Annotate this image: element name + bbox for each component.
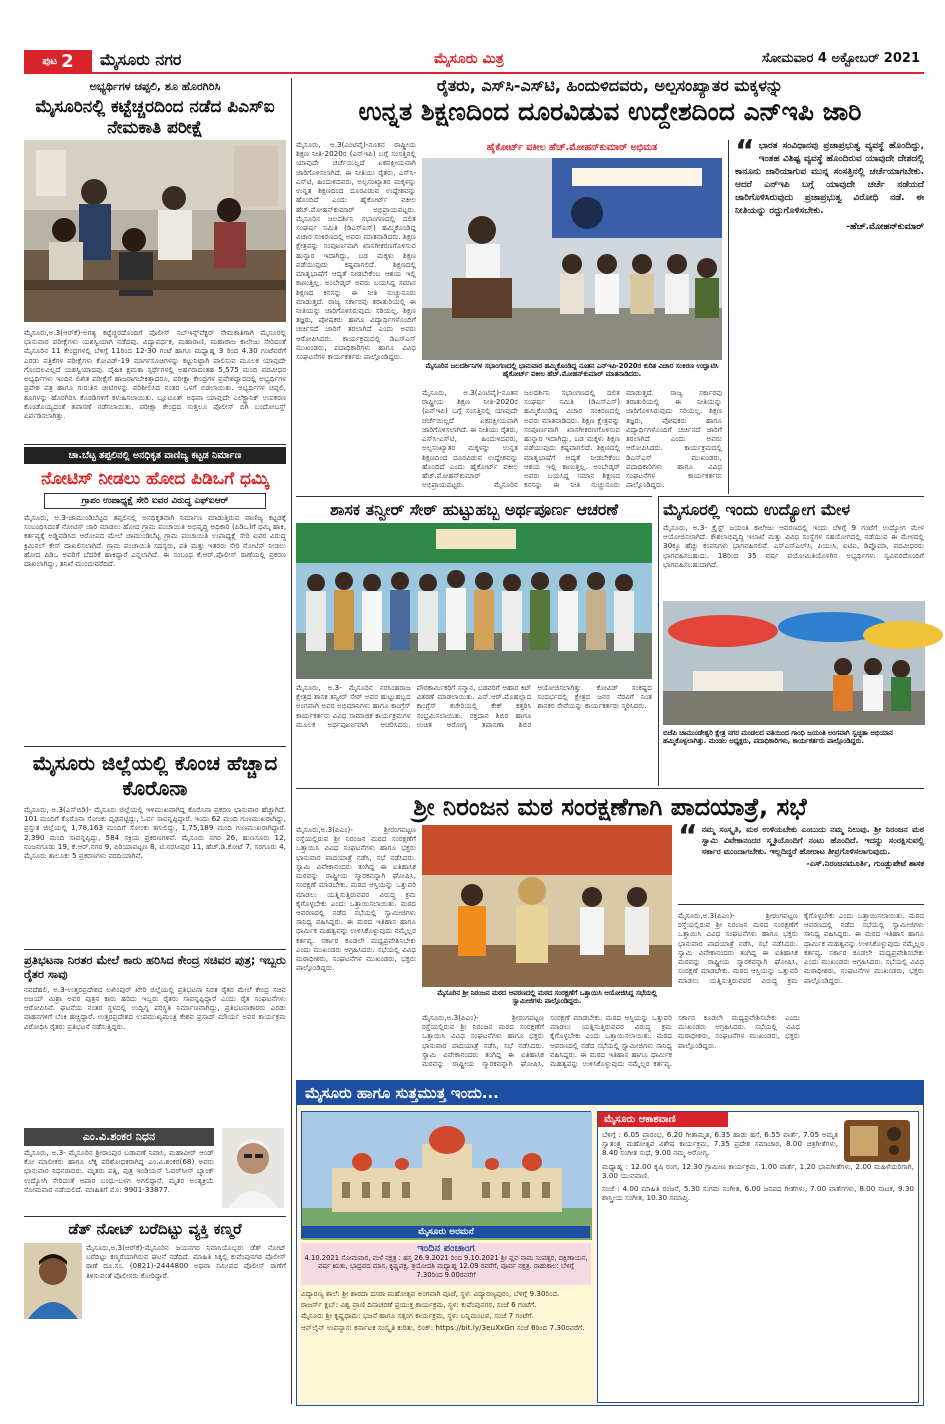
event-item: ಆನ್‌ಲೈನ್ ಉಪನ್ಯಾಸ: ಕರ್ನಾಟಕ ಸಂಸ್ಕೃತಿ ಕುರಿತು, ಲಿಂಕ್: https://bit.ly/3euXxGn ಸಂಜೆ 6ರಿಂದ 7.30ರವರೆಗೆ. xyxy=(301,1322,585,1332)
story-body: ಮೈಸೂರು,ಅ.3(ಆರ್‌ಕೆ)-ಅಗತ್ಯ ಕಟ್ಟೆಚ್ಚರದೊಂದಿಗೆ ಪೊಲೀಸ್ ಸಬ್‌ಇನ್ಸ್‌ಪೆಕ್ಟರ್ ನೇಮಕಾತಿಗಾಗಿ ಮೈಸೂರಲ್ಲಿ ಭಾನುವಾರ ಪರೀಕ್ಷೆಗಳು ಯಶಸ್ವಿಯಾಗಿ ನಡೆದವು. ವಿದ್ಯಾವರ್ಧಕ, ಮಹಾರಾಣಿ, ಮಹಾರಾಜ ಕಾಲೇಜು ಸೇರಿದಂತೆ ಮೈಸೂರಿನ 11 ಕೇಂದ್ರಗಳಲ್ಲಿ ಬೆಳಿಗ್ಗೆ 11ರಿಂದ 12-30 ಗಂಟೆ ಹಾಗೂ ಮಧ್ಯಾಹ್ನ 3 ರಿಂದ 4.30 ಗಂಟೆವರೆಗೆ ಎರಡು ಪತ್ರಿಕೆಗಳ ಪರೀಕ್ಷೆಗಳು ಕೋವಿಡ್-19 ಮಾರ್ಗಸೂಚಿಗಳನ್ನು ಕಟ್ಟುನಿಟ್ಟಾಗಿ ಪಾಲಿಸುವ ಮೂಲಕ ಯಾವುದೇ ಗೊಂದಲವಿಲ್ಲದೆ ಯಶಸ್ವಿಯಾದವು. ದೈಹಿಕ ಕ್ಷಮತಾ ಸ್ಪರ್ಧೆಗಳಲ್ಲಿ ಅರ್ಹರಾದಂತಹ 5,575 ಮಂದಿ ಪದವೀಧರ ಅಭ್ಯರ್ಥಿಗಳು ಇಂದಿನ ಲಿಖಿತ ಪರೀಕ್ಷೆಗೆ ಹಾಜರಾಗಬೇಕಿತ್ತಾದರೂ, ಪರೀಕ್ಷಾ ಕೇಂದ್ರಗಳ ಪ್ರವೇಶದ್ವಾರದಲ್ಲಿ ಅಭ್ಯರ್ಥಿಗಳ ಪ್ರವೇಶ ಪತ್ರ ಹಾಗೂ ಗುರುತಿನ ಚೀಟಿಗಳನ್ನು ಪರಿಶೀಲಿಸಿದ ನಂತರ ಒಳಗೆ ಬಿಡಲಾಯಿತು. ಅಭ್ಯರ್ಥಿಗಳ ಚಪ್ಪಲಿ, ಶೂಗಳನ್ನು ಹೊರಗಿರಿಸಿ ಕೊಠಡಿಗಳಿಗೆ ಕಳುಹಿಸಲಾಯಿತು. ಬ್ಲೂಟೂತ್ ಅಥವಾ ಯಾವುದೇ ಎಲೆಕ್ಟ್ರಾನಿಕ್ ಉಪಕರಣ ಕೊಂಡೊಯ್ಯದಂತೆ ತಪಾಸಣೆ ನಡೆಸಲಾಯಿತು. ಪರೀಕ್ಷಾ ಕೇಂದ್ರದ ಸುತ್ತಲೂ ಪೊಲೀಸ್ ಬಿಗಿ ಬಂದೋಬಸ್ತ್ ಏರ್ಪಡಿಸಲಾಗಿತ್ತು. xyxy=(24,328,286,420)
obituary-portrait xyxy=(222,1128,284,1208)
radio-icon xyxy=(842,1116,912,1164)
sub-headline: ಪ್ರತಿಭಟನಾ ನಿರತರ ಮೇಲೆ ಕಾರು ಹರಿಸಿದ ಕೇಂದ್ರ ಸಚಿವರ ಪುತ್ರ; ಇಬ್ಬರು ರೈತರ ಸಾವು xyxy=(24,949,286,982)
story-kicker: ಅಭ್ಯರ್ಥಿಗಳ ಚಪ್ಪಲಿ, ಶೂ ಹೊರಗಿರಿಸಿ xyxy=(89,80,221,93)
radio-schedule xyxy=(597,1111,919,1403)
story-headline: ಮೈಸೂರು ಜಿಲ್ಲೆಯಲ್ಲಿ ಕೊಂಚ ಹೆಚ್ಚಾದ ಕೊರೊನಾ xyxy=(32,751,278,800)
story-headline: ನೋಟಿಸ್ ನೀಡಲು ಹೋದ ಪಿಡಿಒಗೆ ಧಮ್ಕಿ xyxy=(41,469,269,489)
job-fair-story xyxy=(658,496,924,786)
story-headline: ಉನ್ನತ ಶಿಕ್ಷಣದಿಂದ ದೂರವಿಡುವ ಉದ್ದೇಶದಿಂದ ಎನ್‌ಇಪಿ ಜಾರಿ xyxy=(358,97,862,126)
obituary-title: ಎಂ.ವಿ.ಶಂಕರ ನಿಧನ xyxy=(24,1128,214,1146)
story-subhead: ಗ್ರಾಪಂ ಉಪಾಧ್ಯಕ್ಷೆ ಸೇರಿ ಐವರ ವಿರುದ್ಧ ಎಫ್‌ಐಆರ್ xyxy=(44,493,266,509)
obituary-body: ಮೈಸೂರು, ಅ.3- ಮೈಸೂರಿನ ಶ್ರೀರಾಂಪುರ ಬಡಾವಣೆ ನಿವಾಸಿ, ಮಹಾವೀರ್ ಆಂಡ್ ಕೋ ಮಾಲೀಕರು ಹಾಗೂ ಲೆಕ್ಕ ಪರಿಶೋಧಕರಾಗಿದ್ದ ಎಂ.ವಿ.ಶಂಕರ(68) ಅವರು ಭಾನುವಾರ ನಿಧನರಾದರು. ಮೃತರು ಪತ್ನಿ, ಪುತ್ರ ಇಂಡಿಯನ್ ಓವರ್‌ಸೀಸ್ ಬ್ಯಾಂಕ್ ಉದ್ಯೋಗಿ ಸೇರಿದಂತೆ ಅಪಾರ ಬಂಧು-ಬಳಗ ಅಗಲಿದ್ದಾರೆ. ಮೃತರ ಅಂತ್ಯಕ್ರಿಯೆ ಸೋಮವಾರ ನಡೆಯಲಿದೆ. ಮಾಹಿತಿಗೆ ಮೊ: 9901-33877. xyxy=(24,1148,214,1194)
story-headline: ಶ್ರೀ ನಿರಂಜನ ಮಠ ಸಂರಕ್ಷಣೆಗಾಗಿ ಪಾದಯಾತ್ರೆ, ಸಭೆ xyxy=(413,793,807,821)
math-gathering-photo xyxy=(422,825,672,987)
issue-date: ಸೋಮವಾರ 4 ಅಕ್ಟೋಬರ್ 2021 xyxy=(761,51,920,66)
story-kicker: ರೈತರು, ಎಸ್‌ಸಿ-ಎಸ್‌ಟಿ, ಹಿಂದುಳಿದವರು, ಅಲ್ಪಸಂಖ್ಯಾತರ ಮಕ್ಕಳನ್ನು xyxy=(436,76,784,95)
paper-name: ಮೈಸೂರು ಮಿತ್ರ xyxy=(434,51,504,67)
story-body-continued xyxy=(422,1013,800,1075)
story-body: ಮೈಸೂರು, ಅ.3-ಚಾಮುಂಡಿಬೆಟ್ಟದ ತಪ್ಪಲಿನಲ್ಲಿ ಅನಧಿಕೃತವಾಗಿ ನಿರ್ಮಾಣ ಮಾಡುತ್ತಿರುವ ವಾಣಿಜ್ಯ ಕಟ್ಟಡಕ್ಕೆ ಸಂಬಂಧಿಸಿದಂತೆ ನೋಟಿಸ್ ಜಾರಿ ಮಾಡಲು ಹೋದ ಗ್ರಾಮ ಪಂಚಾಯಿತಿ ಅಭಿವೃದ್ಧಿ ಅಧಿಕಾರಿ (ಪಿಡಿಒ)ಗೆ ಧಮ್ಕಿ ಹಾಕಿ, ಕರ್ತವ್ಯಕ್ಕೆ ಅಡ್ಡಿಪಡಿಸಿದ ಆರೋಪದ ಮೇಲೆ ಚಾಮುಂಡಿಬೆಟ್ಟ ಗ್ರಾಮ ಪಂಚಾಯಿತಿ ಉಪಾಧ್ಯಕ್ಷೆ ಸೇರಿ ಐವರ ವಿರುದ್ಧ ಕ್ರಿಮಿನಲ್ ಕೇಸ್ ದಾಖಲಿಸಲಾಗಿದೆ. ಗ್ರಾಮ ಪಂಚಾಯಿತಿ ಸದಸ್ಯರು, ಪತಿ ಮತ್ತು ಇತರರು ಸೇರಿ ನೋಟಿಸ್ ನೀಡಲು ಹೋದ ಪಿಡಿಒ ಅವರಿಗೆ ಬೆದರಿಕೆ ಹಾಕಿದ್ದಾರೆ ಎನ್ನಲಾಗಿದೆ. ಈ ಸಂಬಂಧ ಕೆ.ಆರ್.ಪೊಲೀಸ್ ಠಾಣೆಯಲ್ಲಿ ಪ್ರಕರಣ ದಾಖಲಾಗಿದ್ದು, ತನಿಖೆ ಮುಂದುವರೆದಿದೆ. xyxy=(24,513,286,569)
panchanga-text: 4.10.2021 ಸೋಮವಾರ, ಮಳೆ ನಕ್ಷತ್ರ : ಹಸ್ತ 26.9.2021 ರಿಂದ 9.10.2021 ಶ್ರೀ ಪ್ಲವ ನಾಮ ಸಂವತ್ಸರ, ದಕ್ಷಿಣಾಯನ, ವರ್ಷ ಋತು, ಭಾದ್ರಪದ ಮಾಸ, ಕೃಷ್ಣಪಕ್ಷ, ತ್ರಯೋದಶಿ ಮಧ್ಯಾಹ್ನ 12.09 ರವರೆಗೆ, ಪೂರ್ವ ನಕ್ಷತ್ರ. ರಾಹುಕಾಲ: ಬೆಳಿಗ್ಗೆ 7.30ರಿಂದ 9.00ರವರೆಗೆ xyxy=(304,1254,588,1279)
story-body-text: ಮೈಸೂರು,ಅ.3(ಪಿಎಂ)- ಶ್ರೀರಂಗಪಟ್ಟಣ ರಸ್ತೆಯಲ್ಲಿರುವ ಶ್ರೀ ನಿರಂಜನ ಮಠದ ಸಂರಕ್ಷಣೆಗೆ ಒತ್ತಾಯಿಸಿ ವಿವಿಧ ಸಂಘಟನೆಗಳು ಹಾಗೂ ಭಕ್ತರು ಭಾನುವಾರ ಪಾದಯಾತ್ರೆ ನಡೆಸಿ, ಸಭೆ ನಡೆಸಿದರು. ಸ್ವಾಮಿ ವಿವೇಕಾನಂದರು ತಂಗಿದ್ದ ಈ ಐತಿಹಾಸಿಕ ಮಠವನ್ನು ರಾಷ್ಟ್ರೀಯ ಸ್ಮಾರಕವನ್ನಾಗಿ ಘೋಷಿಸಿ, ಸಂರಕ್ಷಣೆ ಮಾಡಬೇಕು. ಮಠದ ಆಸ್ತಿಯನ್ನು ಒತ್ತುವರಿ ಮಾಡಲು ಯತ್ನಿಸುತ್ತಿರುವವರ ವಿರುದ್ಧ ಕ್ರಮ ಕೈಗೊಳ್ಳಬೇಕು ಎಂದು ಒತ್ತಾಯಿಸಲಾಯಿತು. ಮಠದ ಆವರಣದಲ್ಲಿ ನಡೆದ ಸಭೆಯಲ್ಲಿ ಸ್ವಾಮೀಜಿಗಳು ಸಾನಿಧ್ಯ ವಹಿಸಿದ್ದರು. ಈ ಮಠದ ಇತಿಹಾಸ ಹಾಗೂ ಧಾರ್ಮಿಕ ಮಹತ್ವವನ್ನು ಉಳಿಸಿಕೊಳ್ಳುವುದು ನಮ್ಮೆಲ್ಲರ ಕರ್ತವ್ಯ. ಸರ್ಕಾರ ಕೂಡಲೇ ಮಧ್ಯಪ್ರವೇಶಿಸಬೇಕು ಎಂದು ಮುಖಂಡರು ಆಗ್ರಹಿಸಿದರು. ಸಭೆಯಲ್ಲಿ ವಿವಿಧ ಮಠಾಧೀಶರು, ಸಂಘಟನೆಗಳ ಮುಖಂಡರು, ಭಕ್ತರು ಪಾಲ್ಗೊಂಡಿದ್ದರು. xyxy=(422,1013,800,1069)
radio-title: ಮೈಸೂರು ಆಕಾಶವಾಣಿ xyxy=(598,1112,728,1127)
nep-story xyxy=(296,76,924,494)
story-body: ಮೈಸೂರು,ಅ.3(ಆರ್‌ಕೆ)-ಮೈಸೂರಿನ ಜಯನಗರ ನಿವಾಸಿಯೊಬ್ಬರು ಡೆತ್ ನೋಟ್ ಬರೆದಿಟ್ಟು ಕಣ್ಮರೆಯಾಗಿರುವ ಘಟನೆ ನಡೆದಿದೆ. ಮಾಹಿತಿ ಸಿಕ್ಕಲ್ಲಿ ಕುವೆಂಪುನಗರ ಪೊಲೀಸ್ ಠಾಣೆ ದೂ.ಸಂ. (0821)-2444800 ಅಥವಾ ಸಮೀಪದ ಪೊಲೀಸ್ ಠಾಣೆಗೆ ತಿಳಿಸುವಂತೆ ಪೊಲೀಸರು ಕೋರಿದ್ದಾರೆ. xyxy=(86,1243,286,1280)
missing-person-photo xyxy=(24,1243,82,1319)
psi-exam-story xyxy=(24,78,286,443)
quote-mark-icon: “ xyxy=(735,134,755,169)
page-number: 2 xyxy=(61,50,74,72)
event-item: ವಿದ್ಯಾರಣ್ಯ ಶಾಲೆ: ಶ್ರೀ ಶಾರದಾ ದಸರಾ ಮಹೋತ್ಸವ ಅಂಗವಾಗಿ ಪೂಜೆ, ಸ್ಥಳ: ವಿದ್ಯಾರಣ್ಯಪುರಂ, ಬೆಳಿಗ್ಗೆ 9.30ರಿಂದ. xyxy=(301,1289,560,1298)
tanveer-birthday-story xyxy=(296,496,652,786)
masthead xyxy=(24,48,924,74)
story-body: ಮೈಸೂರು, ಅ.3- ಕ್ರೈಸ್ಟ್ ಜಯಂತಿ ಕಾಲೇಜು ಆವರಣದಲ್ಲಿ ಇಂದು ಬೆಳಿಗ್ಗೆ 9 ಗಂಟೆಗೆ ಉದ್ಯೋಗ ಮೇಳ ಆಯೋಜಿಸಲಾಗಿದೆ. ಕೌಶಲಾಭಿವೃದ್ಧಿ ಇಲಾಖೆ ಮತ್ತು ವಿವಿಧ ಸಂಸ್ಥೆಗಳ ಸಹಯೋಗದಲ್ಲಿ ನಡೆಯುವ ಈ ಮೇಳದಲ್ಲಿ 30ಕ್ಕೂ ಹೆಚ್ಚು ಕಂಪನಿಗಳು ಭಾಗವಹಿಸಲಿವೆ. ಎಸ್‌ಎಸ್‌ಎಲ್‌ಸಿ, ಪಿಯುಸಿ, ಐಟಿಐ, ಡಿಪ್ಲೊಮಾ, ಪದವೀಧರರು ಭಾಗವಹಿಸಬಹುದು. 18ರಿಂದ 35 ವರ್ಷ ವಯೋಮಿತಿಯೊಳಗಿನ ಅಭ್ಯರ್ಥಿಗಳು ಸ್ವವಿವರದೊಂದಿಗೆ ಭಾಗವಹಿಸಬಹುದಾಗಿದೆ. xyxy=(663,523,924,569)
mysore-palace-photo xyxy=(301,1111,591,1239)
sub-body: ನವದೆಹಲಿ, ಅ.3-ಉತ್ತರಪ್ರದೇಶದ ಲಖಿಂಪುರ್ ಖೇರಿ ಜಿಲ್ಲೆಯಲ್ಲಿ ಪ್ರತಿಭಟನಾ ನಿರತ ರೈತರ ಮೇಲೆ ಕೇಂದ್ರ ಸಚಿವ ಅಜಯ್ ಮಿಶ್ರಾ ಅವರ ಪುತ್ರನ ಕಾರು ಹರಿದು ಇಬ್ಬರು ರೈತರು ಸಾವನ್ನಪ್ಪಿದ್ದಾರೆ ಎಂದು ರೈತ ಸಂಘಟನೆಗಳು ಆರೋಪಿಸಿವೆ. ಘಟನೆಯ ನಂತರ ಸ್ಥಳದಲ್ಲಿ ಉದ್ವಿಗ್ನ ಪರಿಸ್ಥಿತಿ ನಿರ್ಮಾಣವಾಗಿದ್ದು, ಪ್ರತಿಭಟನಾಕಾರರು ಎರಡು ವಾಹನಗಳಿಗೆ ಬೆಂಕಿ ಹಚ್ಚಿದ್ದಾರೆ. ಉತ್ತರಪ್ರದೇಶದ ಉಪಮುಖ್ಯಮಂತ್ರಿ ಕೇಶವ ಪ್ರಸಾದ್ ಮೌರ್ಯ ಅವರ ಕಾರ್ಯಕ್ರಮ ವಿರೋಧಿಸಿ ರೈತರು ಪ್ರತಿಭಟನೆ ನಡೆಸುತ್ತಿದ್ದರು. xyxy=(24,984,286,1031)
event-list xyxy=(301,1289,591,1403)
story-body: ಮೈಸೂರು, ಅ.3(ಎಂಟಿವೈ)-ನೂತನ ರಾಷ್ಟ್ರೀಯ ಶಿಕ್ಷಣ ನೀತಿ-2020ರ (ಎನ್‌ಇಪಿ) ಬಗ್ಗೆ ಸಂಸತ್ತಿನಲ್ಲಿ ಯಾವುದೇ ಚರ್ಚೆಯಿಲ್ಲದೆ ಏಕಪಕ್ಷೀಯವಾಗಿ ಜಾರಿಗೊಳಿಸಲಾಗಿದೆ. ಈ ನೀತಿಯು ರೈತರು, ಎಸ್‌ಸಿ-ಎಸ್‌ಟಿ, ಹಿಂದುಳಿದವರು, ಅಲ್ಪಸಂಖ್ಯಾತರ ಮಕ್ಕಳನ್ನು ಉನ್ನತ ಶಿಕ್ಷಣದಿಂದ ದೂರವಿಡುವ ಉದ್ದೇಶವನ್ನು ಹೊಂದಿದೆ ಎಂದು ಹೈಕೋರ್ಟ್ ವಕೀಲ ಹೆಚ್.ಮೋಹನ್‌ಕುಮಾರ್ ಅಭಿಪ್ರಾಯಪಟ್ಟರು. ಮೈಸೂರಿನ ಜಲದರ್ಶಿನಿ ಸಭಾಂಗಣದಲ್ಲಿ ದಲಿತ ಸಂಘರ್ಷ ಸಮಿತಿ (ಡಿಎಸ್‌ಎಸ್) ಹಮ್ಮಿಕೊಂಡಿದ್ದ ವಿಚಾರ ಸಂಕಿರಣದಲ್ಲಿ ಅವರು ಮಾತನಾಡಿದರು. ಶಿಕ್ಷಣ ಕ್ಷೇತ್ರವನ್ನು ಸಂಪೂರ್ಣವಾಗಿ ಖಾಸಗೀಕರಣಗೊಳಿಸುವ ಹುನ್ನಾರ ಇದಾಗಿದ್ದು, ಬಡ ಮಕ್ಕಳು ಶಿಕ್ಷಣ ಪಡೆಯುವುದು ಕಷ್ಟವಾಗಲಿದೆ. ಶಿಕ್ಷಣದಲ್ಲಿ ಮಾತೃಭಾಷೆಗೆ ಆದ್ಯತೆ ನೀಡಬೇಕೆಂಬ ಆಶಯ ಇಲ್ಲಿ ಕಾಣುತ್ತಿಲ್ಲ. ಅಂಬೇಡ್ಕರ್ ಅವರು ಬಯಸಿದ್ದ ಸಮಾನ ಶಿಕ್ಷಣದ ಕನಸನ್ನು ಈ ನೀತಿ ನುಚ್ಚುನೂರು ಮಾಡುತ್ತದೆ. ರಾಜ್ಯ ಸರ್ಕಾರವು ತರಾತುರಿಯಲ್ಲಿ ಈ ನೀತಿಯನ್ನು ಜಾರಿಗೊಳಿಸಿರುವುದು ಸರಿಯಲ್ಲ. ಶಿಕ್ಷಣ ತಜ್ಞರು, ಪೋಷಕರು ಹಾಗೂ ವಿದ್ಯಾರ್ಥಿಗಳೊಂದಿಗೆ ಚರ್ಚಿಸದೆ ಜಾರಿಗೆ ತರಲಾಗಿದೆ ಎಂದು ಅವರು ಆರೋಪಿಸಿದರು. ಕಾರ್ಯಕ್ರಮದಲ್ಲಿ ಡಿಎಸ್‌ಎಸ್ ಮುಖಂಡರು, ಪದಾಧಿಕಾರಿಗಳು ಹಾಗೂ ವಿವಿಧ ಸಂಘಟನೆಗಳ ಕಾರ್ಯಕರ್ತರು ಪಾಲ್ಗೊಂಡಿದ್ದರು. xyxy=(296,140,416,362)
story-kicker: ಚಾ.ಬೆಟ್ಟ ತಪ್ಪಲಿನಲ್ಲಿ ಅನಧಿಕೃತ ವಾಣಿಜ್ಯ ಕಟ್ಟಡ ನಿರ್ಮಾಣ xyxy=(24,447,286,464)
radio-slot: ಬೆಳಿಗ್ಗೆ : 6.05 ಪ್ರಾರಂಭ, 6.20 ಗೀತಾಮೃತ, 6.35 ಹಾಡು ಹಸೆ, 6.55 ವಾರ್ತೆ, 7.05 ಅಮೃತ ಸ್ವಾತಂತ್ರ್ಯ ಮಹೋತ್ಸವ ವಿಶೇಷ ಕಾರ್ಯಕ್ರಮ, 7.35 ಪ್ರದೇಶ ಸಮಾಚಾರ, 8.00 ಚಿತ್ರಗೀತೆಗಳು, 8.40 ಸಂಗೀತ ಸುಧೆ, 9.00 ನಮ್ಮ ಆರೋಗ್ಯ. xyxy=(602,1130,838,1158)
photo-caption: ಮೈಸೂರಿನ ಜಲದರ್ಶಿನಿಗಳ ಸಭಾಂಗಣದಲ್ಲಿ ಭಾನುವಾರ ಹಮ್ಮಿಕೊಂಡಿದ್ದ ನೂತನ ಎನ್‌ಇಪಿ-2020ರ ಕುರಿತ ವಿಚಾರ ಸಂಕಿರಣ ಉದ್ಘಾಟಿಸಿ ಹೈಕೋರ್ಟ್ ವಕೀಲ ಹೆಚ್.ಮೋಹನ್‌ಕುಮಾರ್ ಮಾತನಾಡಿದರು. xyxy=(425,362,719,379)
panchanga-title: ಇಂದಿನ ಪಂಚಾಂಗ xyxy=(417,1243,475,1254)
column-divider xyxy=(291,78,292,1404)
photo-caption: ಮೈಸೂರಿನ ಶ್ರೀ ನಿರಂಜನ ಮಠದ ಆವರಣದಲ್ಲಿ ಮಠದ ಸಂರಕ್ಷಣೆಗೆ ಒತ್ತಾಯಿಸಿ ಆಯೋಜಿಸಿದ್ದ ಸಭೆಯಲ್ಲಿ ಸ್ವಾಮೀಜಿಗಳು ಪಾಲ್ಗೊಂಡಿದ್ದರು. xyxy=(437,989,657,1006)
radio-slot: ಸಂಜೆ : 4.00 ಮಾಹಿತಿ ರಂಜನೆ, 5.30 ಸುಗಮ ಸಂಗೀತ, 6.00 ಜನಪದ ಗೀತೆಗಳು, 7.00 ವಾರ್ತೆಗಳು, 8.00 ನಾಟಕ, 9.30 ಶಾಸ್ತ್ರೀಯ ಸಂಗೀತ, 10.30 ಸಮಾಪ್ತಿ. xyxy=(602,1184,914,1203)
story-body: ಮೈಸೂರು,ಅ.3(ಪಿಎಂ)- ಶ್ರೀರಂಗಪಟ್ಟಣ ರಸ್ತೆಯಲ್ಲಿರುವ ಶ್ರೀ ನಿರಂಜನ ಮಠದ ಸಂರಕ್ಷಣೆಗೆ ಒತ್ತಾಯಿಸಿ ವಿವಿಧ ಸಂಘಟನೆಗಳು ಹಾಗೂ ಭಕ್ತರು ಭಾನುವಾರ ಪಾದಯಾತ್ರೆ ನಡೆಸಿ, ಸಭೆ ನಡೆಸಿದರು. ಸ್ವಾಮಿ ವಿವೇಕಾನಂದರು ತಂಗಿದ್ದ ಈ ಐತಿಹಾಸಿಕ ಮಠವನ್ನು ರಾಷ್ಟ್ರೀಯ ಸ್ಮಾರಕವನ್ನಾಗಿ ಘೋಷಿಸಿ, ಸಂರಕ್ಷಣೆ ಮಾಡಬೇಕು. ಮಠದ ಆಸ್ತಿಯನ್ನು ಒತ್ತುವರಿ ಮಾಡಲು ಯತ್ನಿಸುತ್ತಿರುವವರ ವಿರುದ್ಧ ಕ್ರಮ ಕೈಗೊಳ್ಳಬೇಕು ಎಂದು ಒತ್ತಾಯಿಸಲಾಯಿತು. ಮಠದ ಆವರಣದಲ್ಲಿ ನಡೆದ ಸಭೆಯಲ್ಲಿ ಸ್ವಾಮೀಜಿಗಳು ಸಾನಿಧ್ಯ ವಹಿಸಿದ್ದರು. ಈ ಮಠದ ಇತಿಹಾಸ ಹಾಗೂ ಧಾರ್ಮಿಕ ಮಹತ್ವವನ್ನು ಉಳಿಸಿಕೊಳ್ಳುವುದು ನಮ್ಮೆಲ್ಲರ ಕರ್ತವ್ಯ. ಸರ್ಕಾರ ಕೂಡಲೇ ಮಧ್ಯಪ್ರವೇಶಿಸಬೇಕು ಎಂದು ಮುಖಂಡರು ಆಗ್ರಹಿಸಿದರು. ಸಭೆಯಲ್ಲಿ ವಿವಿಧ ಮಠಾಧೀಶರು, ಸಂಘಟನೆಗಳ ಮುಖಂಡರು, ಭಕ್ತರು ಪಾಲ್ಗೊಂಡಿದ್ದರು. xyxy=(296,825,416,973)
birthday-event-photo xyxy=(296,523,652,679)
quote-author: -ಹೆಚ್.ಮೋಹನ್‌ಕುಮಾರ್ xyxy=(846,222,924,233)
missing-person-story xyxy=(24,1216,286,1406)
corona-story xyxy=(24,746,286,1076)
events-box xyxy=(296,1080,924,1406)
pull-quote xyxy=(678,819,924,905)
story-body-continued xyxy=(422,388,722,492)
story-subhead: ಹೈಕೋರ್ಟ್ ವಕೀಲ ಹೆಚ್.ಮೋಹನ್‌ಕುಮಾರ್ ಅಭಿಮತ xyxy=(486,142,658,153)
event-item: ಮೈಸೂರು ಶ್ರೀ ಕೃಷ್ಣಧಾಮ: ಭಜನೆ ಹಾಗೂ ಸತ್ಸಂಗ ಕಾರ್ಯಕ್ರಮ, ಸ್ಥಳ: ಬನ್ನಿಮಂಟಪ, ಸಂಜೆ 7 ಗಂಟೆಗೆ. xyxy=(301,1311,535,1321)
story-body-text: ಮೈಸೂರು, ಅ.3(ಎಂಟಿವೈ)-ನೂತನ ರಾಷ್ಟ್ರೀಯ ಶಿಕ್ಷಣ ನೀತಿ-2020ರ (ಎನ್‌ಇಪಿ) ಬಗ್ಗೆ ಸಂಸತ್ತಿನಲ್ಲಿ ಯಾವುದೇ ಚರ್ಚೆಯಿಲ್ಲದೆ ಏಕಪಕ್ಷೀಯವಾಗಿ ಜಾರಿಗೊಳಿಸಲಾಗಿದೆ. ಈ ನೀತಿಯು ರೈತರು, ಎಸ್‌ಸಿ-ಎಸ್‌ಟಿ, ಹಿಂದುಳಿದವರು, ಅಲ್ಪಸಂಖ್ಯಾತರ ಮಕ್ಕಳನ್ನು ಉನ್ನತ ಶಿಕ್ಷಣದಿಂದ ದೂರವಿಡುವ ಉದ್ದೇಶವನ್ನು ಹೊಂದಿದೆ ಎಂದು ಹೈಕೋರ್ಟ್ ವಕೀಲ ಹೆಚ್.ಮೋಹನ್‌ಕುಮಾರ್ ಅಭಿಪ್ರಾಯಪಟ್ಟರು. ಮೈಸೂರಿನ ಜಲದರ್ಶಿನಿ ಸಭಾಂಗಣದಲ್ಲಿ ದಲಿತ ಸಂಘರ್ಷ ಸಮಿತಿ (ಡಿಎಸ್‌ಎಸ್) ಹಮ್ಮಿಕೊಂಡಿದ್ದ ವಿಚಾರ ಸಂಕಿರಣದಲ್ಲಿ ಅವರು ಮಾತನಾಡಿದರು. ಶಿಕ್ಷಣ ಕ್ಷೇತ್ರವನ್ನು ಸಂಪೂರ್ಣವಾಗಿ ಖಾಸಗೀಕರಣಗೊಳಿಸುವ ಹುನ್ನಾರ ಇದಾಗಿದ್ದು, ಬಡ ಮಕ್ಕಳು ಶಿಕ್ಷಣ ಪಡೆಯುವುದು ಕಷ್ಟವಾಗಲಿದೆ. ಶಿಕ್ಷಣದಲ್ಲಿ ಮಾತೃಭಾಷೆಗೆ ಆದ್ಯತೆ ನೀಡಬೇಕೆಂಬ ಆಶಯ ಇಲ್ಲಿ ಕಾಣುತ್ತಿಲ್ಲ. ಅಂಬೇಡ್ಕರ್ ಅವರು ಬಯಸಿದ್ದ ಸಮಾನ ಶಿಕ್ಷಣದ ಕನಸನ್ನು ಈ ನೀತಿ ನುಚ್ಚುನೂರು ಮಾಡುತ್ತದೆ. ರಾಜ್ಯ ಸರ್ಕಾರವು ತರಾತುರಿಯಲ್ಲಿ ಈ ನೀತಿಯನ್ನು ಜಾರಿಗೊಳಿಸಿರುವುದು ಸರಿಯಲ್ಲ. ಶಿಕ್ಷಣ ತಜ್ಞರು, ಪೋಷಕರು ಹಾಗೂ ವಿದ್ಯಾರ್ಥಿಗಳೊಂದಿಗೆ ಚರ್ಚಿಸದೆ ಜಾರಿಗೆ ತರಲಾಗಿದೆ ಎಂದು ಅವರು ಆರೋಪಿಸಿದರು. ಕಾರ್ಯಕ್ರಮದಲ್ಲಿ ಡಿಎಸ್‌ಎಸ್ ಮುಖಂಡರು, ಪದಾಧಿಕಾರಿಗಳು ಹಾಗೂ ವಿವಿಧ ಸಂಘಟನೆಗಳ ಕಾರ್ಯಕರ್ತರು ಪಾಲ್ಗೊಂಡಿದ್ದರು. xyxy=(422,388,722,490)
story-body: ಮೈಸೂರು, ಅ.3- ಮೈಸೂರಿನ ನರಸಿಂಹರಾಜ ಕ್ಷೇತ್ರದ ಶಾಸಕ ತನ್ವೀರ್ ಸೇಠ್ ಅವರ ಹುಟ್ಟುಹಬ್ಬದ ಅಂಗವಾಗಿ ಅವರ ಅಭಿಮಾನಿಗಳು ಹಾಗೂ ಕಾಂಗ್ರೆಸ್ ಕಾರ್ಯಕರ್ತರು ವಿವಿಧ ಸಾಮಾಜಿಕ ಕಾರ್ಯಕ್ರಮಗಳ ಮೂಲಕ ಅರ್ಥಪೂರ್ಣವಾಗಿ ಆಚರಿಸಿದರು. ಪೌರಕಾರ್ಮಿಕರಿಗೆ ಸನ್ಮಾನ, ಬಡವರಿಗೆ ಆಹಾರ ಕಿಟ್ ವಿತರಣೆ ಮಾಡಲಾಯಿತು. ಎನ್.ಆರ್.ಮೊಹಲ್ಲಾದ ಕಾಂಗ್ರೆಸ್ ಕಚೇರಿಯಲ್ಲಿ ಕೇಕ್ ಕತ್ತರಿಸಿ ಸಂಭ್ರಮಿಸಲಾಯಿತು. ರಕ್ತದಾನ ಶಿಬಿರ ಹಾಗೂ ಉಚಿತ ಆರೋಗ್ಯ ತಪಾಸಣಾ ಶಿಬಿರ ಆಯೋಜಿಸಲಾಗಿತ್ತು. ಕೋವಿಡ್ ಸಂಕಷ್ಟದ ಸಂದರ್ಭದಲ್ಲಿ ಕ್ಷೇತ್ರದ ಜನರ ನೆರವಿಗೆ ನಿಂತ ಶಾಸಕರ ಸೇವೆಯನ್ನು ಕಾರ್ಯಕರ್ತರು ಸ್ಮರಿಸಿದರು. xyxy=(296,683,652,729)
story-body-continued-2 xyxy=(678,911,924,1075)
story-headline: ಮೈಸೂರಲ್ಲಿ ಇಂದು ಉದ್ಯೋಗ ಮೇಳ xyxy=(663,500,851,519)
story-body-text: ಮೈಸೂರು,ಅ.3(ಪಿಎಂ)- ಶ್ರೀರಂಗಪಟ್ಟಣ ರಸ್ತೆಯಲ್ಲಿರುವ ಶ್ರೀ ನಿರಂಜನ ಮಠದ ಸಂರಕ್ಷಣೆಗೆ ಒತ್ತಾಯಿಸಿ ವಿವಿಧ ಸಂಘಟನೆಗಳು ಹಾಗೂ ಭಕ್ತರು ಭಾನುವಾರ ಪಾದಯಾತ್ರೆ ನಡೆಸಿ, ಸಭೆ ನಡೆಸಿದರು. ಸ್ವಾಮಿ ವಿವೇಕಾನಂದರು ತಂಗಿದ್ದ ಈ ಐತಿಹಾಸಿಕ ಮಠವನ್ನು ರಾಷ್ಟ್ರೀಯ ಸ್ಮಾರಕವನ್ನಾಗಿ ಘೋಷಿಸಿ, ಸಂರಕ್ಷಣೆ ಮಾಡಬೇಕು. ಮಠದ ಆಸ್ತಿಯನ್ನು ಒತ್ತುವರಿ ಮಾಡಲು ಯತ್ನಿಸುತ್ತಿರುವವರ ವಿರುದ್ಧ ಕ್ರಮ ಕೈಗೊಳ್ಳಬೇಕು ಎಂದು ಒತ್ತಾಯಿಸಲಾಯಿತು. ಮಠದ ಆವರಣದಲ್ಲಿ ನಡೆದ ಸಭೆಯಲ್ಲಿ ಸ್ವಾಮೀಜಿಗಳು ಸಾನಿಧ್ಯ ವಹಿಸಿದ್ದರು. ಈ ಮಠದ ಇತಿಹಾಸ ಹಾಗೂ ಧಾರ್ಮಿಕ ಮಹತ್ವವನ್ನು ಉಳಿಸಿಕೊಳ್ಳುವುದು ನಮ್ಮೆಲ್ಲರ ಕರ್ತವ್ಯ. ಸರ್ಕಾರ ಕೂಡಲೇ ಮಧ್ಯಪ್ರವೇಶಿಸಬೇಕು ಎಂದು ಮುಖಂಡರು ಆಗ್ರಹಿಸಿದರು. ಸಭೆಯಲ್ಲಿ ವಿವಿಧ ಮಠಾಧೀಶರು, ಸಂಘಟನೆಗಳ ಮುಖಂಡರು, ಭಕ್ತರು ಪಾಲ್ಗೊಂಡಿದ್ದರು. xyxy=(678,911,924,985)
section-title: ಮೈಸೂರು ನಗರ xyxy=(100,50,182,69)
pull-quote xyxy=(728,134,924,494)
story-body: ಮೈಸೂರು, ಅ.3(ಎಸ್‌ಬಿಡಿ)- ಮೈಸೂರು ಜಿಲ್ಲೆಯಲ್ಲಿ ಇಳಿಮುಖವಾಗಿದ್ದ ಕೊರೊನಾ ಪ್ರಕರಣ ಭಾನುವಾರ ಹೆಚ್ಚಾಗಿದೆ. 101 ಮಂದಿಗೆ ಕೊರೊನಾ ಸೋಂಕು ದೃಢಪಟ್ಟಿದ್ದು, ಓರ್ವ ಸಾವನ್ನಪ್ಪಿದ್ದಾರೆ. ಇಂದು 62 ಮಂದಿ ಗುಣಮುಖರಾಗಿದ್ದು, ಪ್ರಸ್ತುತ ಜಿಲ್ಲೆಯಲ್ಲಿ 1,78,163 ಮಂದಿಗೆ ಸೋಂಕು ತಗುಲಿದ್ದು, 1,75,189 ಮಂದಿ ಗುಣಮುಖರಾಗಿದ್ದಾರೆ. 2,390 ಮಂದಿ ಸಾವನ್ನಪ್ಪಿದ್ದು, 584 ಸಕ್ರಿಯ ಪ್ರಕರಣಗಳಿವೆ. ಮೈಸೂರು ನಗರ 26, ಹುಣಸೂರು 12, ನಂಜನಗೂಡು 19, ಕೆ.ಆರ್.ನಗರ 9, ಪಿರಿಯಾಪಟ್ಟಣ 8, ಟಿ.ನರಸೀಪುರ 11, ಹೆಚ್.ಡಿ.ಕೋಟೆ 7, ಸರಗೂರು 4, ಮೈಸೂರು ತಾಲೂಕು 5 ಪ್ರಕರಣಗಳು ವರದಿಯಾಗಿವೆ. xyxy=(24,805,286,861)
quote-text: ನಮ್ಮ ಸಂಸ್ಕೃತಿ, ಮಠ ಉಳಿಯಬೇಕು ಎಂಬುದು ನಮ್ಮ ನಿಲುವು. ಶ್ರೀ ನಿರಂಜನ ಮಠ ಸ್ವಾಮಿ ವಿವೇಕಾನಂದರ ಸ್ಮೃತಿಯೊಂದಿಗೆ ನಂಟು ಹೊಂದಿದೆ. ಇದನ್ನು ಸಂರಕ್ಷಿಸುವಲ್ಲಿ ಸರ್ಕಾರ ಮುಂದಾಗಬೇಕು. ಇಲ್ಲದಿದ್ದರೆ ಹೋರಾಟ ತೀವ್ರಗೊಳಿಸಲಾಗುವುದು. xyxy=(701,825,924,856)
story-headline: ಡೆತ್ ನೋಟ್ ಬರೆದಿಟ್ಟು ವ್ಯಕ್ತಿ ಕಣ್ಮರೆ xyxy=(68,1220,242,1238)
events-title: ಮೈಸೂರು ಹಾಗೂ ಸುತ್ತಮುತ್ತ ಇಂದು... xyxy=(297,1081,923,1105)
tea-estate-story xyxy=(24,444,286,744)
story-headline: ಶಾಸಕ ತನ್ವೀರ್ ಸೇಠ್ ಹುಟ್ಟುಹಬ್ಬ ಅರ್ಥಪೂರ್ಣ ಆಚರಣೆ xyxy=(329,500,619,519)
obituary xyxy=(24,1128,286,1212)
cleanliness-drive-photo xyxy=(663,601,925,725)
nep-seminar-photo xyxy=(422,158,722,360)
page-number-badge xyxy=(24,50,92,72)
exam-hall-photo xyxy=(24,140,286,322)
photo-caption: ಬಿಜೆಪಿ ಚಾಮುಂಡೇಶ್ವರಿ ಕ್ಷೇತ್ರ ನಗರ ಮಂಡಲದ ವತಿಯಿಂದ ಗಾಂಧಿ ಜಯಂತಿ ಅಂಗವಾಗಿ ಸ್ವಚ್ಛತಾ ಅಭಿಯಾನ ಹಮ್ಮಿಕೊಳ್ಳಲಾಗಿತ್ತು. ಮಂಡಲ ಅಧ್ಯಕ್ಷರು, ಪದಾಧಿಕಾರಿಗಳು, ಕಾರ್ಯಕರ್ತರು ಪಾಲ್ಗೊಂಡಿದ್ದರು. xyxy=(663,729,893,746)
page-label: ಪುಟ xyxy=(42,55,58,67)
photo-label: ಮೈಸೂರು ಅರಮನೆ xyxy=(302,1226,590,1238)
niranjana-math-story xyxy=(296,788,924,1078)
panchanga xyxy=(301,1243,591,1285)
quote-author: -ಎಸ್.ನಿರಂಜನಮೂರ್ತಿ, ಗುಂಡ್ಲುಪೇಟೆ ಶಾಸಕ xyxy=(806,859,924,869)
story-headline: ಮೈಸೂರಿನಲ್ಲಿ ಕಟ್ಟೆಚ್ಚರದಿಂದ ನಡೆದ ಪಿಎಸ್‌ಐ ನೇಮಕಾತಿ ಪರೀಕ್ಷೆ xyxy=(35,97,275,138)
quote-text: ಭಾರತ ಸಂವಿಧಾನವು ಪ್ರಜಾಪ್ರಭುತ್ವ ವ್ಯವಸ್ಥೆ ಹೊಂದಿದ್ದು, ಇಂತಹ ವಿಶಿಷ್ಟ ವ್ಯವಸ್ಥೆ ಹೊಂದಿರುವ ಯಾವುದೇ ದೇಶದಲ್ಲಿ ಕಾನೂನು ಜಾರಿಯಾಗುವ ಮುನ್ನ ಸಂಸತ್ತಿನಲ್ಲಿ ಚರ್ಚೆಯಾಗಬೇಕು. ಆದರೆ ಎನ್‌ಇಪಿ ಬಗ್ಗೆ ಯಾವುದೇ ಚರ್ಚೆ ನಡೆಯದೆ ಜಾರಿಗೊಳಿಸಿರುವುದು ಪ್ರಜಾಪ್ರಭುತ್ವ ವಿರೋಧಿ ನಡೆ. ಈ ನೀತಿಯನ್ನು ರದ್ದುಗೊಳಿಸಬೇಕು. xyxy=(735,141,924,217)
event-item: ರಾಜರ್ಸ್ ಕ್ಲಬ್: ವಿಶ್ವ ಪ್ರಾಣಿ ದಿನಾಚರಣೆ ಪ್ರಯುಕ್ತ ಕಾರ್ಯಕ್ರಮ, ಸ್ಥಳ: ಕುವೆಂಪುನಗರ, ಸಂಜೆ 6 ಗಂಟೆಗೆ. xyxy=(301,1300,537,1310)
radio-slot: ಮಧ್ಯಾಹ್ನ : 12.00 ಕೃಷಿ ರಂಗ, 12.30 ಗ್ರಾಮೀಣ ಕಾರ್ಯಕ್ರಮ, 1.00 ವಾರ್ತೆ, 1.20 ಭಾವಗೀತೆಗಳು, 2.00 ಮಹಿಳೆಯರಿಗಾಗಿ, 3.00 ಯುವವಾಣಿ. xyxy=(602,1161,914,1180)
quote-mark-icon: “ xyxy=(678,819,698,854)
